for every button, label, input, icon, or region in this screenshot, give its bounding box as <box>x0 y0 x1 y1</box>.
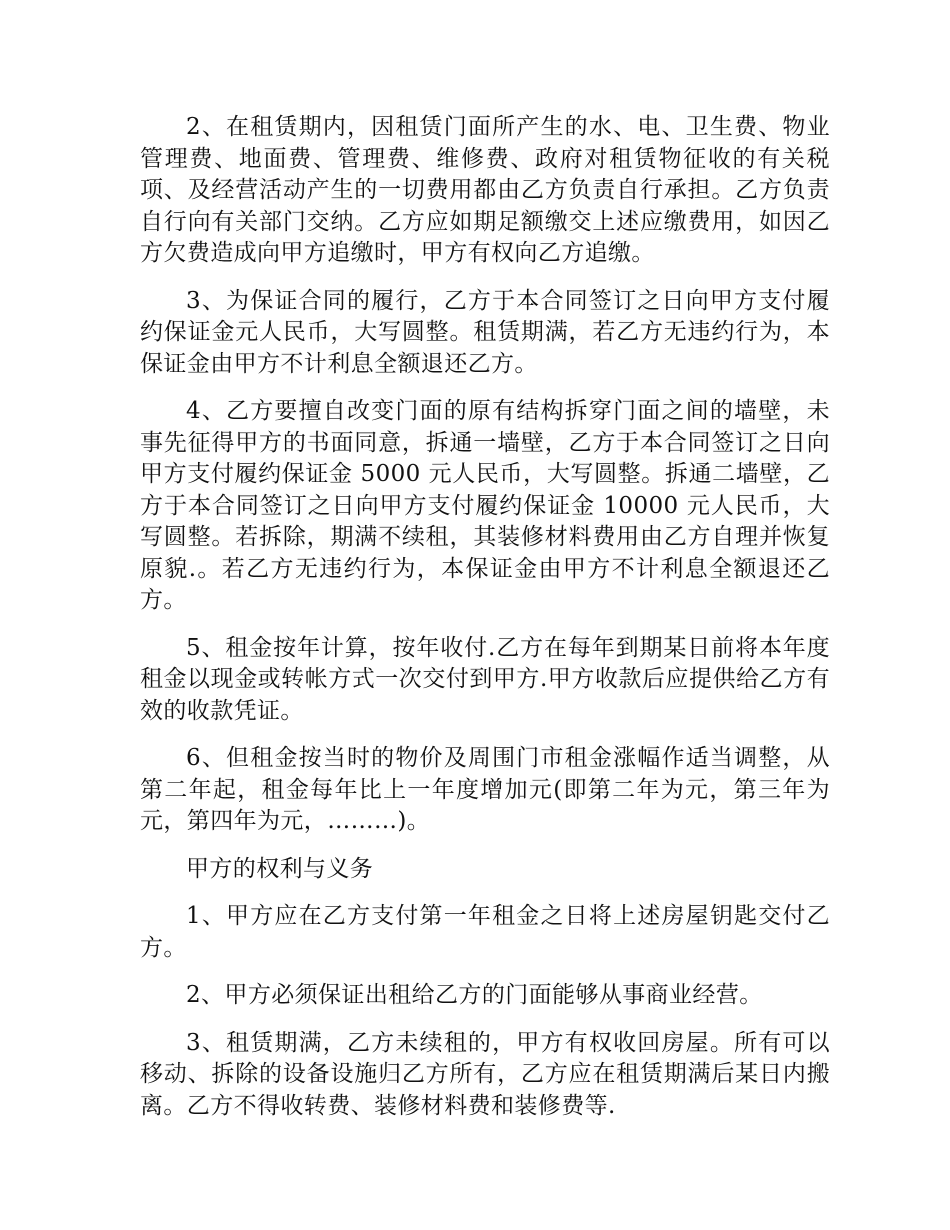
party-a-clause-2-business-use: 2、甲方必须保证出租给乙方的门面能够从事商业经营。 <box>186 982 763 1008</box>
document-page <box>140 112 830 1138</box>
section-heading-party-a-rights: 甲方的权利与义务 <box>186 855 374 882</box>
clause-4-structural-changes: 4、乙方要擅自改变门面的原有结构拆穿门面之间的墙壁，未事先征得甲方的书面同意，拆通一墙壁，乙方于本合同签订之日向甲方支付履约保证金 5000 元人民币，大写圆整。拆通二墙壁，乙方于本合同签订之日向甲方支付履约保证金 10000 元人民币，大写圆整。若拆除，期满不续租，其装修材料费用由乙方自理并恢复原貌.。若乙方无违约行为，本保证金由甲方不计利息全额退还乙方。 <box>140 398 830 613</box>
clause-5-rent-payment: 5、租金按年计算，按年收付.乙方在每年到期某日前将本年度租金以现金或转帐方式一次交付到甲方.甲方收款后应提供给乙方有效的收款凭证。 <box>140 634 830 724</box>
party-a-clause-1-keys: 1、甲方应在乙方支付第一年租金之日将上述房屋钥匙交付乙方。 <box>140 903 830 961</box>
clause-6-rent-adjustment: 6、但租金按当时的物价及周围门市租金涨幅作适当调整，从第二年起，租金每年比上一年度增加元(即第二年为元，第三年为元，第四年为元，………)。 <box>140 745 830 834</box>
clause-3-performance-deposit: 3、为保证合同的履行，乙方于本合同签订之日向甲方支付履约保证金元人民币，大写圆整。租赁期满，若乙方无违约行为，本保证金由甲方不计利息全额退还乙方。 <box>140 287 830 377</box>
clause-2-utilities-fees: 2、在租赁期内，因租赁门面所产生的水、电、卫生费、物业管理费、地面费、管理费、维修费、政府对租赁物征收的有关税项、及经营活动产生的一切费用都由乙方负责自行承担。乙方负责自行向有关部门交纳。乙方应如期足额缴交上述应缴费用，如因乙方欠费造成向甲方追缴时，甲方有权向乙方追缴。 <box>140 114 830 266</box>
party-a-clause-3-lease-expiry: 3、租赁期满，乙方未续租的，甲方有权收回房屋。所有可以移动、拆除的设备设施归乙方所有，乙方应在租赁期满后某日内搬离。乙方不得收转费、装修材料费和装修费等. <box>140 1029 830 1119</box>
